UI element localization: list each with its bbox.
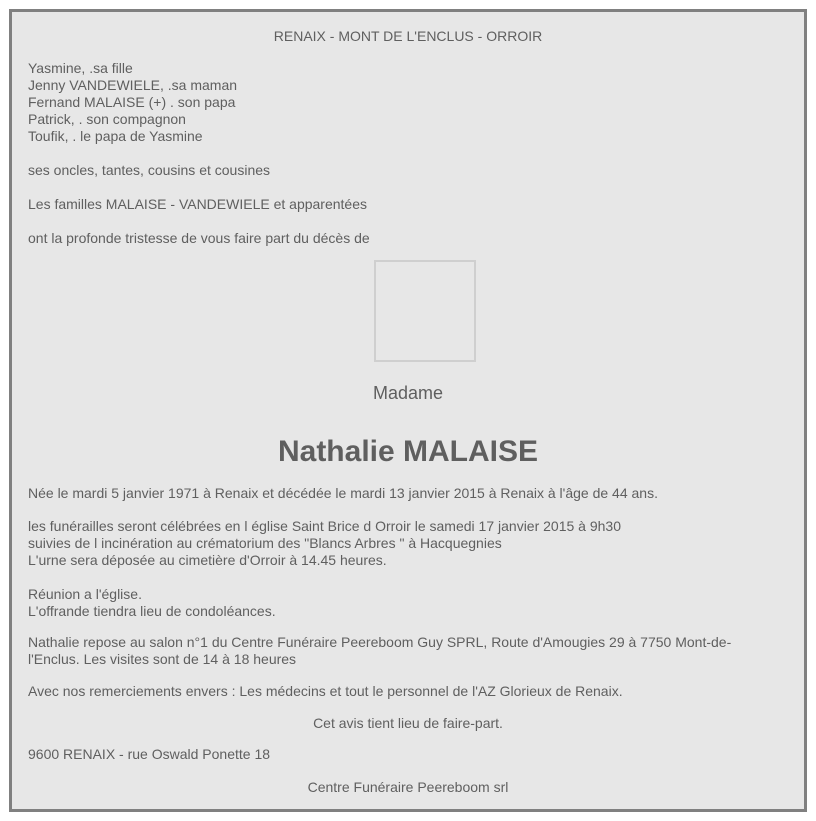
relatives-line: ses oncles, tantes, cousins et cousines: [28, 162, 271, 178]
notice-line: Cet avis tient lieu de faire-part.: [313, 715, 503, 731]
family-member: Jenny VANDEWIELE, .sa maman: [28, 77, 238, 93]
reunion-line: Réunion a l'église.: [28, 586, 142, 602]
deceased-name: Nathalie MALAISE: [277, 435, 539, 468]
announcement-line: ont la profonde tristesse de vous faire part du décès de: [28, 230, 370, 246]
photo-placeholder: [374, 260, 476, 362]
family-member: Fernand MALAISE (+) . son papa: [28, 94, 236, 110]
family-member: Yasmine, .sa fille: [28, 60, 133, 76]
thanks-line: Avec nos remerciements envers : Les médecins et tout le personnel de l'AZ Glorieux de Renaix.: [28, 683, 623, 699]
address-line: 9600 RENAIX - rue Oswald Ponette 18: [28, 746, 271, 762]
birth-death-line: Née le mardi 5 janvier 1971 à Renaix et décédée le mardi 13 janvier 2015 à Renaix à l'âge de 44 ans.: [28, 485, 658, 501]
location-header: RENAIX - MONT DE L'ENCLUS - ORROIR: [273, 28, 543, 44]
funeral-line: suivies de l incinération au crématorium des "Blancs Arbres " à Hacquegnies: [28, 535, 502, 551]
funeral-line: L'urne sera déposée au cimetière d'Orroir à 14.45 heures.: [28, 552, 387, 568]
funeral-line: les funérailles seront célébrées en l église Saint Brice d Orroir le samedi 17 janvier 2015 à 9h30: [28, 518, 621, 534]
obituary-card: [9, 9, 807, 812]
funeral-home-footer: Centre Funéraire Peereboom srl: [307, 779, 509, 795]
visits-paragraph: Nathalie repose au salon n°1 du Centre Funéraire Peereboom Guy SPRL, Route d'Amougies 29 à 7750 Mont-de-l'Enclus. Les visites sont de 14 à 18 heures: [28, 634, 732, 667]
reunion-line: L'offrande tiendra lieu de condoléances.: [28, 603, 276, 619]
families-line: Les familles MALAISE - VANDEWIELE et apparentées: [28, 196, 367, 212]
honorific: Madame: [372, 383, 444, 403]
family-member: Toufik, . le papa de Yasmine: [28, 128, 203, 144]
family-member: Patrick, . son compagnon: [28, 111, 186, 127]
